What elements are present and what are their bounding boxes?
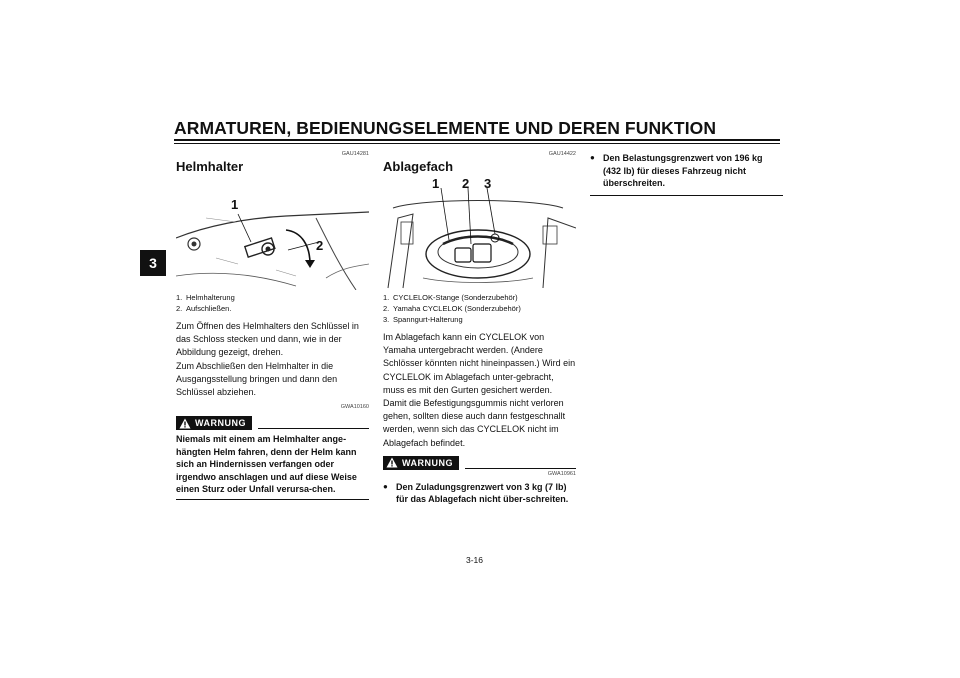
- warning-header: [176, 416, 369, 430]
- paragraph: Zum Abschließen den Helmhalter in die Ausgangsstellung bringen und dann den Schlüssel abziehen.: [176, 360, 338, 398]
- caption-item: 2. Aufschließen.: [176, 304, 232, 313]
- helmet-holder-figure: [176, 178, 369, 290]
- helmet-callout-2: 2: [316, 238, 324, 253]
- caption-item: 1. Helmhalterung: [176, 293, 235, 302]
- paragraph: Im Ablagefach kann ein CYCLELOK von Yamaha untergebracht werden. (Andere Schlösser könnten nicht hineinpassen.) Wird ein CYCLELOK im Ablagefach unter-gebracht, muss es mit den Gurten gesichert werden. Damit die Befestigungsgummis nicht verloren gehen, sollten diese auch dann festgeschnallt werden, wenn sich das CYCLELOK nicht im Ablagefach befindet.: [383, 332, 576, 448]
- warning-continuation: [590, 152, 783, 196]
- warning-header: [383, 456, 576, 470]
- figure-caption-list: [176, 292, 369, 314]
- chapter-tab: 3: [140, 250, 166, 276]
- section-title-helmet: Helmhalter: [176, 159, 244, 174]
- helmet-section: [176, 150, 369, 500]
- page-number: 3-16: [466, 555, 484, 565]
- warning-triangle-icon: [386, 457, 398, 468]
- figure-caption-list: [383, 292, 576, 325]
- warning-badge: [176, 416, 252, 430]
- storage-compartment-figure: [383, 178, 576, 290]
- caption-item: 1. CYCLELOK-Stange (Sonderzubehör): [383, 293, 518, 302]
- storage-section: [383, 150, 576, 506]
- caption-item: 3. Spanngurt-Halterung: [383, 315, 463, 324]
- title-rule-thick: [174, 139, 780, 141]
- warning-triangle-icon: [179, 418, 191, 429]
- storage-callout-3: 3: [484, 178, 492, 191]
- paragraph: Zum Öffnen des Helmhalters den Schlüssel in das Schloss stecken und dann, wie in der Abbildung gezeigt, drehen.: [176, 321, 359, 358]
- warning-label: WARNUNG: [195, 418, 246, 429]
- warning-code: GWA10160: [340, 404, 369, 411]
- caption-item: 2. Yamaha CYCLELOK (Sonderzubehör): [383, 304, 521, 313]
- warning-code: GWA10961: [547, 470, 576, 477]
- section-title-storage: Ablagefach: [383, 159, 454, 174]
- page-title: ARMATUREN, BEDIENUNGSELEMENTE UND DEREN FUNKTION: [174, 118, 717, 138]
- section-code: GAU14422: [548, 151, 576, 157]
- warning-bullet: [383, 481, 576, 506]
- title-rule-thin: [174, 143, 780, 144]
- bullet-text: Den Zuladungsgrenzwert von 3 kg (7 lb) für das Ablagefach nicht über-schreiten.: [396, 481, 569, 505]
- warning-rule: [465, 468, 576, 469]
- bullet-icon: ●: [590, 153, 595, 162]
- warning-badge: [383, 456, 459, 470]
- helmet-body: [176, 320, 369, 399]
- bullet-text: Den Belastungsgrenzwert von 196 kg (432 lb) für dieses Fahrzeug nicht überschreiten.: [603, 153, 763, 188]
- warning-end-rule: [176, 499, 369, 500]
- section-code: GAU14281: [341, 151, 369, 157]
- warning-rule: [258, 428, 369, 429]
- warning-label: WARNUNG: [402, 457, 453, 468]
- warning-end-rule: [590, 195, 783, 196]
- bullet-icon: ●: [383, 481, 388, 491]
- storage-callout-1: 1: [432, 178, 440, 191]
- storage-body: [383, 331, 576, 450]
- helmet-callout-1: 1: [231, 197, 239, 212]
- warning-text: Niemals mit einem am Helmhalter ange-hängten Helm fahren, denn der Helm kann sich an Hindernissen verfangen oder irgendwo anschlagen und auf diese Weise einen Sturz oder Unfall verursa-chen.: [176, 434, 357, 495]
- storage-callout-2: 2: [462, 178, 470, 191]
- warning-bullet: [590, 152, 783, 190]
